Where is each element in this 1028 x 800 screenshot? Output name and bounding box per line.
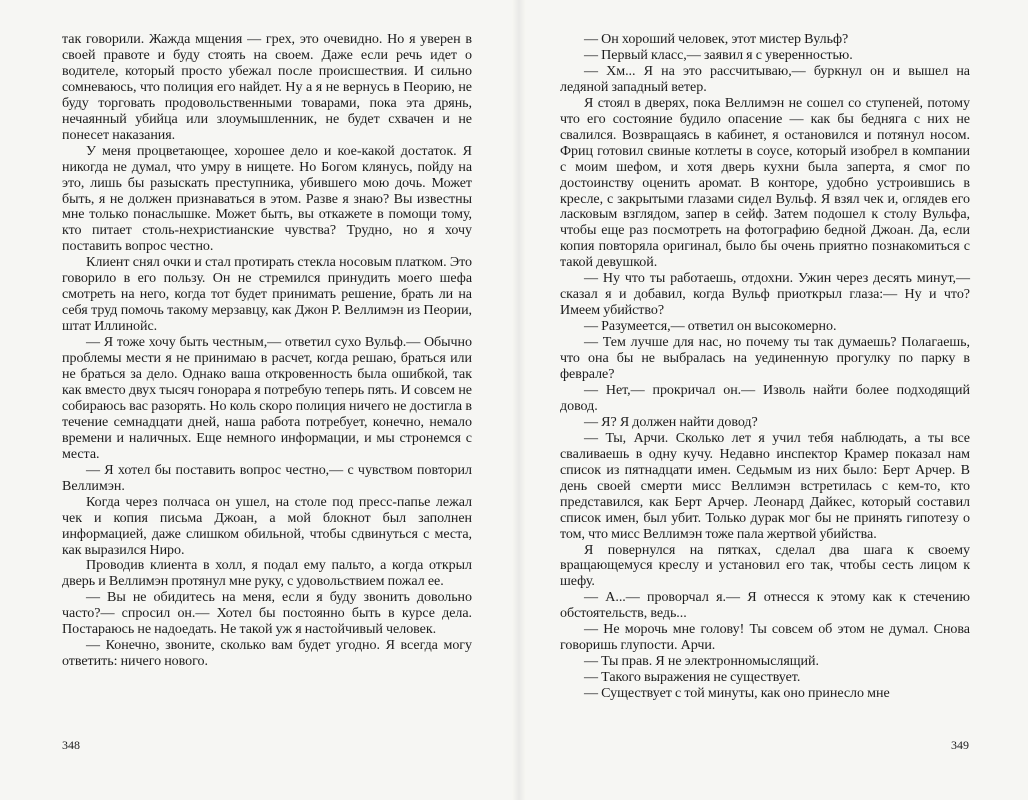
paragraph: — Существует с той минуты, как оно принесло мне (584, 685, 890, 702)
paragraph: — Вы не обидитесь на меня, если я буду звонить довольно часто?— спросил он.— Хотел бы постоянно быть в курсе дела. Постараюсь не надоедать. Не такой уж я настойчивый человек. (62, 589, 472, 638)
paragraph: — Я тоже хочу быть честным,— ответил сухо Вульф.— Обычно проблемы мести я не принимаю в расчет, когда решаю, браться или не браться за дело. Однако ваша откровенность была ошибкой, так как вместо двух тысяч гонорара я потребую теперь пять. И совсем не собираюсь вас разорять. Но коль скоро полиция ничего не достигла в течение семнадцати дней, наша работа потребует, конечно, немало времени и наличных. Еще немного информации, и мы стронемся с места. (62, 334, 472, 462)
paragraph: Когда через полчаса он ушел, на столе под пресс-папье лежал чек и копия письма Джоан, а мой блокнот был заполнен информацией, даже слишком обильной, чтобы сдвинуться с места, как выразился Ниро. (62, 493, 472, 558)
paragraph: — Я хотел бы поставить вопрос честно,— с чувством повторил Веллимэн. (62, 461, 472, 494)
paragraph: — Разумеется,— ответил он высокомерно. (584, 318, 837, 335)
paragraph: — Первый класс,— заявил я с уверенностью. (584, 46, 853, 63)
paragraph: — А...— проворчал я.— Я отнесся к этому как к стечению обстоятельств, ведь... (560, 589, 970, 622)
paragraph: — Я? Я должен найти довод? (584, 413, 758, 430)
paragraph: — Хм... Я на это рассчитываю,— буркнул он и вышел на ледяной западный ветер. (560, 62, 970, 95)
paragraph: — Ты прав. Я не электронномыслящий. (584, 653, 819, 670)
paragraph: — Ну что ты работаешь, отдохни. Ужин через десять минут,— сказал я и добавил, когда Вульф приоткрыл глаза:— Ну и что? Имеем убийство? (560, 270, 970, 319)
paragraph: так говорили. Жажда мщения — грех, это очевидно. Но я уверен в своей правоте и буду стоять на своем. Даже если речь идет о водителе, который просто убежал после происшествия. И сильно сомневаюсь, что полиция его найдет. Ну а я не вернусь в Пеорию, не буду торговать продовольственными товарами, пока эта дрянь, нечаянный убийца или злоумышленник, не будет схвачен и не понесет наказания. (62, 31, 472, 143)
paragraph: — Нет,— прокричал он.— Изволь найти более подходящий довод. (560, 381, 970, 414)
paragraph: Я стоял в дверях, пока Веллимэн не сошел со ступеней, потому что его состояние будило опасение — как бы бедняга с них не свалился. Возвращаясь в кабинет, я остановился и потянул носом. Фриц готовил свиные котлеты в соусе, который изобрел в компании с моим шефом, и хотя дверь кухни была заперта, я смог по достоинству оценить аромат. В конторе, удобно устроившись в кресле, с закрытыми глазами сидел Вульф. Я взял чек и, оглядев его ласковым взглядом, запер в сейф. Затем подошел к столу Вульфа, чтобы еще раз посмотреть на фотографию бедной Джоан. Да, если копия повторяла оригинал, было бы очень приятно познакомиться с такой девушкой. (560, 94, 970, 271)
paragraph: — Он хороший человек, этот мистер Вульф? (584, 31, 849, 47)
paragraph: — Такого выражения не существует. (584, 669, 801, 686)
paragraph: У меня процветающее, хорошее дело и кое-какой достаток. Я никогда не думал, что умру в нищете. Но Богом клянусь, пойду на это, лишь бы разыскать преступника, убившего мою дочь. Может быть, я не должен признаваться в этом. Разве я знаю? Вы известны мне только понаслышке. Может быть, вы откажете в помощи тому, кто питает столь-нехристианские чувства? Трудно, но я хочу поставить вопрос честно. (62, 142, 472, 255)
right-page (560, 32, 970, 702)
paragraph: — Тем лучше для нас, но почему ты так думаешь? Полагаешь, что она бы не выбралась на уединенную прогулку по парку в феврале? (560, 334, 970, 383)
paragraph: Я повернулся на пятках, сделал два шага к своему вращающемуся креслу и установил его так, чтобы сесть лицом к шефу. (560, 541, 970, 590)
paragraph: — Конечно, звоните, сколько вам будет угодно. Я всегда могу ответить: ничего нового. (62, 637, 472, 670)
paragraph: — Не морочь мне голову! Ты совсем об этом не думал. Снова говоришь глупости. Арчи. (560, 621, 970, 654)
page-number-right: 349 (951, 738, 969, 752)
book-gutter (512, 0, 526, 800)
page-number-left: 348 (62, 738, 80, 752)
paragraph: — Ты, Арчи. Сколько лет я учил тебя наблюдать, а ты все сваливаешь в одну кучу. Недавно инспектор Крамер показал нам список из пятнадцати имен. Седьмым из них было: Берт Арчер. В день своей смерти мисс Веллимэн встретилась с кем-то, кто представился, как Берт Арчер. Леонард Дайкес, который составил список имен, был убит. Только дурак мог бы не принять гипотезу о том, что мисс Веллимэн тоже пала жертвой убийства. (560, 429, 970, 542)
left-page (62, 32, 472, 670)
paragraph: Проводив клиента в холл, я подал ему пальто, а когда открыл дверь и Веллимэн протянул мне руку, с удовольствием пожал ее. (62, 557, 472, 590)
paragraph: Клиент снял очки и стал протирать стекла носовым платком. Это говорило в его пользу. Он не стремился принудить моего шефа смотреть на него, когда тот будет принимать решение, брать ли на себя труд помочь такому мерзавцу, как Джон Р. Веллимэн из Пеории, штат Иллинойс. (62, 254, 472, 335)
